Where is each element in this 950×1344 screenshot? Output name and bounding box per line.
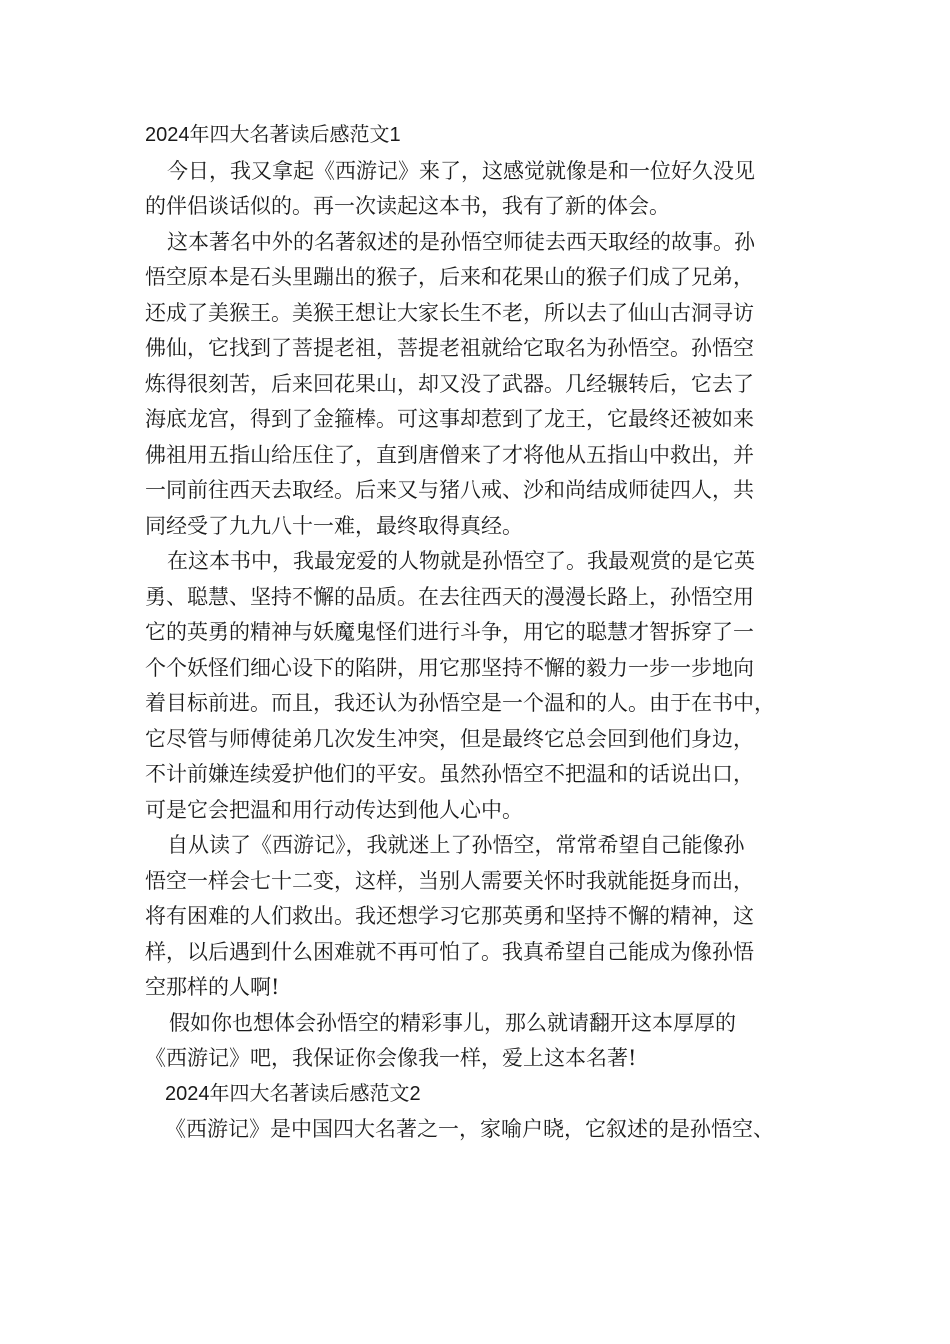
paragraph-line: 它尽管与师傅徒弟几次发生冲突，但是最终它总会回到他们身边， <box>145 726 754 751</box>
paragraph-line: 不计前嫌连续爱护他们的平安。虽然孙悟空不把温和的话说出口， <box>145 762 754 786</box>
paragraph-line: 悟空原本是石头里蹦出的猴子，后来和花果山的猴子们成了兄弟， <box>145 265 754 289</box>
paragraph-2 <box>145 225 825 545</box>
paragraph-line: 佛祖用五指山给压住了，直到唐僧来了才将他从五指山中救出，并 <box>145 442 754 467</box>
paragraph-line: 空那样的人啊! <box>145 975 280 999</box>
paragraph-line: 一同前往西天去取经。后来又与猪八戒、沙和尚结成师徒四人，共 <box>145 478 754 502</box>
paragraph-line: 还成了美猴王。美猴王想让大家长生不老，所以去了仙山古洞寻访 <box>145 300 754 325</box>
paragraph-line: 今日，我又拿起《西游记》来了，这感觉就像是和一位好久没见 <box>167 158 755 183</box>
paragraph-6 <box>145 1112 825 1148</box>
essay-2-heading: 2024年四大名著读后感范文2 <box>165 1082 421 1105</box>
paragraph-5 <box>145 1006 825 1077</box>
paragraph-line: 可是它会把温和用行动传达到他人心中。 <box>145 797 523 822</box>
paragraph-line: 假如你也想体会孙悟空的精彩事儿，那么就请翻开这本厚厚的 <box>169 1010 736 1035</box>
document-page <box>145 118 825 1148</box>
paragraph-line: 勇、聪慧、坚持不懈的品质。在去往西天的漫漫长路上，孙悟空用 <box>145 584 754 609</box>
paragraph-3 <box>145 544 825 828</box>
paragraph-line: 在这本书中，我最宠爱的人物就是孙悟空了。我最观赏的是它英 <box>167 549 755 573</box>
paragraph-1 <box>145 154 825 225</box>
paragraph-line: 将有困难的人们救出。我还想学习它那英勇和坚持不懈的精神，这 <box>145 904 754 928</box>
paragraph-line: 《西游记》吧，我保证你会像我一样，爱上这本名著! <box>145 1046 637 1070</box>
paragraph-4 <box>145 828 825 1006</box>
paragraph-line: 同经受了九九八十一难，最终取得真经。 <box>145 513 523 538</box>
paragraph-line: 自从读了《西游记》，我就迷上了孙悟空，常常希望自己能像孙 <box>167 833 745 857</box>
paragraph-line: 海底龙宫，得到了金箍棒。可这事却惹到了龙王，它最终还被如来 <box>145 407 754 431</box>
essay-1-heading: 2024年四大名著读后感范文1 <box>145 124 401 146</box>
paragraph-line: 佛仙，它找到了菩提老祖，菩提老祖就给它取名为孙悟空。孙悟空 <box>145 336 754 360</box>
paragraph-line: 炼得很刻苦，后来回花果山，却又没了武器。几经辗转后，它去了 <box>145 371 754 396</box>
paragraph-line: 个个妖怪们细心设下的陷阱，用它那坚持不懈的毅力一步一步地向 <box>145 655 754 680</box>
paragraph-line: 它的英勇的精神与妖魔鬼怪们进行斗争，用它的聪慧才智拆穿了一 <box>145 620 754 644</box>
paragraph-line: 这本著名中外的名著叙述的是孙悟空师徒去西天取经的故事。孙 <box>167 229 755 254</box>
paragraph-line: 《西游记》是中国四大名著之一，家喻户晓，它叙述的是孙悟空、 <box>165 1117 774 1141</box>
paragraph-line: 悟空一样会七十二变，这样，当别人需要关怀时我就能挺身而出， <box>145 868 754 893</box>
paragraph-line: 着目标前进。而且，我还认为孙悟空是一个温和的人。由于在书中， <box>145 691 775 715</box>
paragraph-line: 样，以后遇到什么困难就不再可怕了。我真希望自己能成为像孙悟 <box>145 939 754 964</box>
paragraph-line: 的伴侣谈话似的。再一次读起这本书，我有了新的体会。 <box>145 194 670 218</box>
